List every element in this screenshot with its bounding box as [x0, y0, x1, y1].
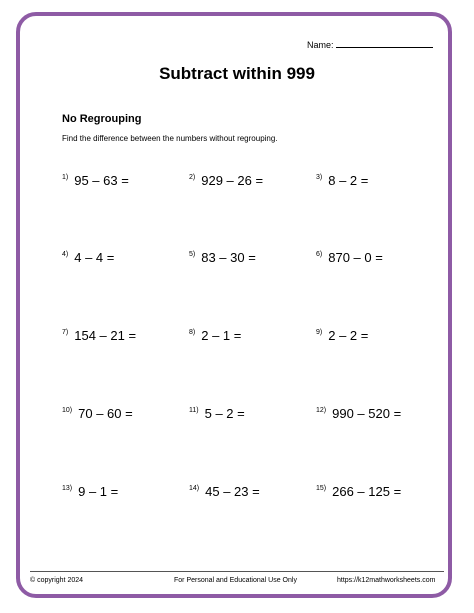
problem-14 — [189, 484, 260, 499]
problem-13 — [62, 484, 118, 499]
problem-12 — [316, 406, 401, 421]
problem-2 — [189, 173, 263, 188]
problem-8 — [189, 328, 241, 343]
footer-divider — [30, 571, 444, 572]
problem-9 — [316, 328, 368, 343]
problem-number: 10) — [62, 407, 73, 414]
problem-number: 5) — [189, 251, 196, 258]
footer-copyright: © copyright 2024 — [30, 577, 84, 584]
problem-1 — [62, 173, 129, 188]
problem-expression: 2 – 2 = — [328, 328, 369, 343]
problem-number: 11) — [189, 407, 199, 414]
worksheet-instructions: Find the difference between the numbers without regrouping. — [62, 134, 278, 143]
name-field[interactable] — [307, 38, 433, 50]
problem-6 — [316, 250, 383, 265]
problem-expression: 5 – 2 = — [204, 406, 245, 421]
problem-number: 13) — [62, 485, 73, 492]
problem-expression: 154 – 21 = — [74, 328, 137, 343]
problem-expression: 45 – 23 = — [205, 484, 260, 499]
problem-number: 9) — [316, 329, 323, 336]
problem-expression: 83 – 30 = — [201, 250, 256, 265]
footer-url[interactable]: https://k12mathworksheets.com — [337, 577, 436, 584]
problem-number: 7) — [62, 329, 69, 336]
problem-number: 15) — [316, 485, 327, 492]
problem-expression: 9 – 1 = — [78, 484, 119, 499]
problem-expression: 70 – 60 = — [78, 406, 133, 421]
worksheet-subtitle: No Regrouping — [62, 113, 142, 125]
problem-10 — [62, 406, 133, 421]
problem-number: 2) — [189, 174, 196, 181]
problem-3 — [316, 173, 368, 188]
problem-expression: 266 – 125 = — [332, 484, 402, 499]
problem-expression: 2 – 1 = — [201, 328, 242, 343]
problem-number: 8) — [189, 329, 196, 336]
problem-expression: 4 – 4 = — [74, 250, 115, 265]
page-border — [16, 12, 452, 598]
problem-4 — [62, 250, 114, 265]
problem-number: 3) — [316, 174, 323, 181]
problem-number: 6) — [316, 251, 323, 258]
problem-7 — [62, 328, 136, 343]
problem-number: 1) — [62, 174, 69, 181]
problem-expression: 990 – 520 = — [332, 406, 402, 421]
problem-expression: 870 – 0 = — [328, 250, 383, 265]
problem-5 — [189, 250, 256, 265]
problem-number: 4) — [62, 251, 69, 258]
problem-expression: 8 – 2 = — [328, 173, 369, 188]
problem-expression: 95 – 63 = — [74, 173, 129, 188]
problem-number: 12) — [316, 407, 327, 414]
problem-number: 14) — [189, 485, 200, 492]
problem-11 — [189, 406, 245, 421]
name-blank-line[interactable] — [336, 38, 433, 48]
problem-expression: 929 – 26 = — [201, 173, 264, 188]
worksheet-title: Subtract within 999 — [159, 64, 315, 83]
problem-15 — [316, 484, 401, 499]
name-label: Name: — [307, 40, 334, 50]
footer-usage: For Personal and Educational Use Only — [174, 577, 297, 584]
